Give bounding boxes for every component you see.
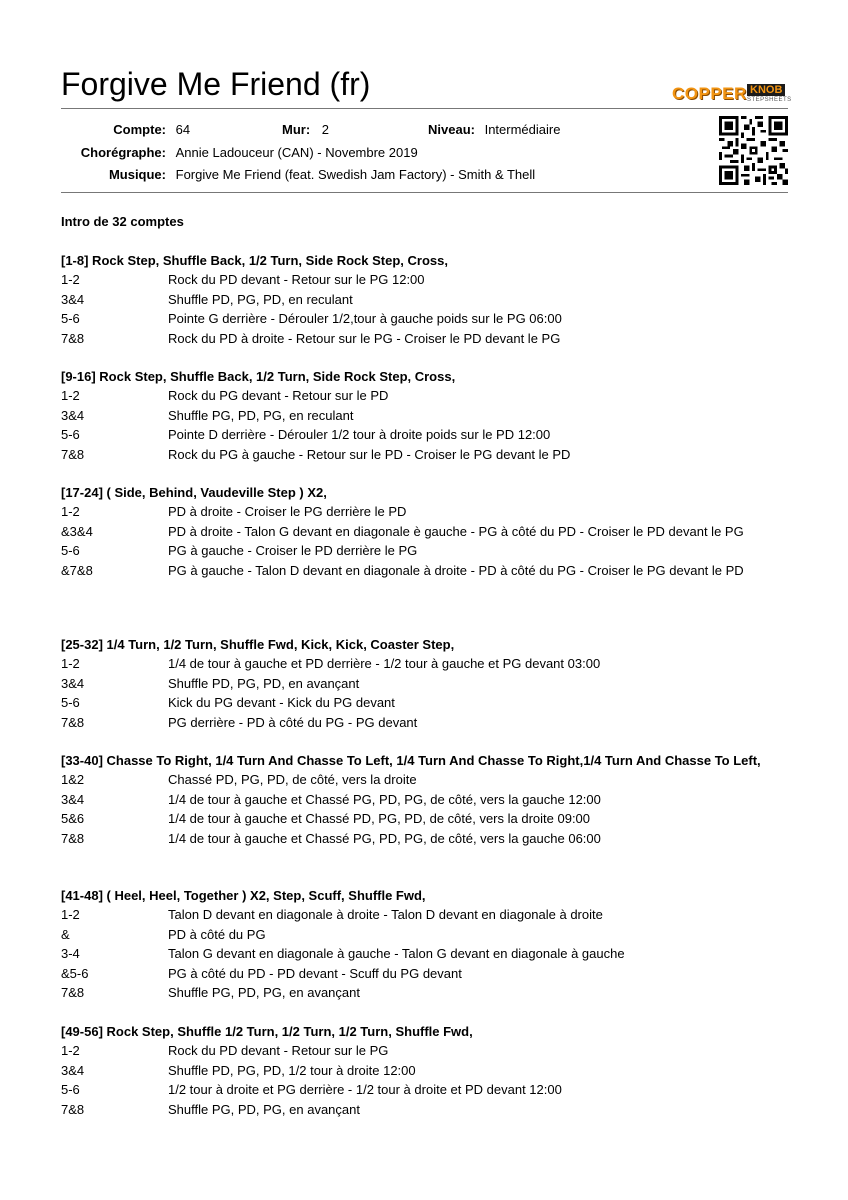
section-title: [1-8] Rock Step, Shuffle Back, 1/2 Turn, Side Rock Step, Cross, xyxy=(61,253,448,268)
section-title: [17-24] ( Side, Behind, Vaudeville Step ) X2, xyxy=(61,485,327,500)
step-description: PD à droite - Croiser le PG derrière le PD xyxy=(168,504,407,519)
step-description: 1/4 de tour à gauche et Chassé PG, PD, PG, de côté, vers la gauche 12:00 xyxy=(168,791,601,807)
step-description: PG à côté du PD - PD devant - Scuff du PG devant xyxy=(168,965,462,981)
info-niveau xyxy=(428,122,560,138)
step-row xyxy=(61,502,788,522)
mur-label: Mur: xyxy=(282,122,311,137)
step-count: 3&4 xyxy=(61,675,85,691)
step-row xyxy=(61,790,788,810)
step-count: 7&8 xyxy=(61,446,85,462)
step-row xyxy=(61,406,788,426)
step-row xyxy=(61,674,788,694)
logo-copper-text: COPPER xyxy=(672,84,747,103)
step-description: Rock du PD devant - Retour sur le PG 12:00 xyxy=(168,272,425,287)
section-title: [41-48] ( Heel, Heel, Together ) X2, Step, Scuff, Shuffle Fwd, xyxy=(61,888,426,903)
header-divider xyxy=(61,108,788,109)
step-description: PG à gauche - Talon D devant en diagonale à droite - PD à côté du PG - Croiser le PG devant le PD xyxy=(168,562,744,578)
step-count: 1-2 xyxy=(61,504,80,519)
step-count: 1-2 xyxy=(61,656,80,671)
step-row xyxy=(61,290,788,310)
step-count: 1-2 xyxy=(61,1043,80,1058)
step-row xyxy=(61,1100,788,1120)
section-9-16 xyxy=(61,367,788,464)
info-compte xyxy=(61,122,190,138)
section-title: [49-56] Rock Step, Shuffle 1/2 Turn, 1/2 Turn, 1/2 Turn, Shuffle Fwd, xyxy=(61,1024,473,1039)
musique-label: Musique: xyxy=(108,167,166,182)
step-description: PG à gauche - Croiser le PD derrière le PG xyxy=(168,543,418,558)
step-row xyxy=(61,1080,788,1100)
step-description: Shuffle PD, PG, PD, en avançant xyxy=(168,675,360,691)
copperknob-logo xyxy=(672,84,790,104)
step-row xyxy=(61,713,788,733)
step-description: 1/4 de tour à gauche et Chassé PD, PG, PD, de côté, vers la droite 09:00 xyxy=(168,811,591,826)
intro-text: Intro de 32 comptes xyxy=(61,214,184,229)
section-title: [33-40] Chasse To Right, 1/4 Turn And Chasse To Left, 1/4 Turn And Chasse To Right,1/4 Turn And Chasse To Left, xyxy=(61,753,761,768)
step-description: 1/4 de tour à gauche et Chassé PG, PD, PG, de côté, vers la gauche 06:00 xyxy=(168,830,601,846)
step-description: Shuffle PD, PG, PD, en reculant xyxy=(168,291,353,307)
step-count: 7&8 xyxy=(61,330,85,346)
step-row xyxy=(61,829,788,849)
step-description: Talon G devant en diagonale à gauche - Talon G devant en diagonale à gauche xyxy=(168,946,625,961)
section-25-32 xyxy=(61,635,788,732)
step-description: Shuffle PG, PD, PG, en avançant xyxy=(168,985,360,1000)
section-title: [9-16] Rock Step, Shuffle Back, 1/2 Turn, Side Rock Step, Cross, xyxy=(61,369,456,384)
step-count: 1&2 xyxy=(61,772,85,787)
step-description: Shuffle PD, PG, PD, 1/2 tour à droite 12:00 xyxy=(168,1062,416,1078)
step-count: 1-2 xyxy=(61,388,80,403)
step-description: Chassé PD, PG, PD, de côté, vers la droite xyxy=(168,772,417,787)
step-count: 3-4 xyxy=(61,946,80,961)
section-49-56 xyxy=(61,1022,788,1119)
step-description: Rock du PD devant - Retour sur le PG xyxy=(168,1043,389,1058)
info-choregraphe xyxy=(61,145,418,161)
section-41-48 xyxy=(61,886,788,1003)
step-count: 1-2 xyxy=(61,272,80,287)
step-description: 1/4 de tour à gauche et PD derrière - 1/2 tour à gauche et PG devant 03:00 xyxy=(168,656,601,671)
step-count: &5-6 xyxy=(61,965,89,981)
step-row xyxy=(61,809,788,829)
section-1-8 xyxy=(61,251,788,348)
step-row xyxy=(61,964,788,984)
step-description: Pointe D derrière - Dérouler 1/2 tour à droite poids sur le PD 12:00 xyxy=(168,427,551,442)
step-count: 3&4 xyxy=(61,407,85,423)
step-row xyxy=(61,654,788,674)
step-count: 5-6 xyxy=(61,427,80,442)
step-count: 1-2 xyxy=(61,907,80,922)
step-count: 5-6 xyxy=(61,695,80,710)
step-count: 5-6 xyxy=(61,311,80,326)
mur-value: 2 xyxy=(321,122,330,137)
step-row xyxy=(61,905,788,925)
page-title: Forgive Me Friend (fr) xyxy=(61,66,371,102)
step-count: 5&6 xyxy=(61,811,85,826)
step-row xyxy=(61,425,788,445)
step-description: Talon D devant en diagonale à droite - Talon D devant en diagonale à droite xyxy=(168,907,603,922)
step-row xyxy=(61,925,788,945)
step-count: 5-6 xyxy=(61,1082,80,1097)
step-row xyxy=(61,309,788,329)
section-33-40 xyxy=(61,751,788,848)
musique-value: Forgive Me Friend (feat. Swedish Jam Factory) - Smith & Thell xyxy=(175,167,536,182)
step-description: PD à droite - Talon G devant en diagonale è gauche - PG à côté du PD - Croiser le PD devant le PG xyxy=(168,523,744,539)
step-row xyxy=(61,270,788,290)
step-row xyxy=(61,386,788,406)
step-row xyxy=(61,944,788,964)
compte-value: 64 xyxy=(175,122,191,137)
step-count: 3&4 xyxy=(61,1062,85,1078)
step-count: &3&4 xyxy=(61,523,93,539)
info-divider xyxy=(61,192,788,193)
step-row xyxy=(61,561,788,581)
niveau-value: Intermédiaire xyxy=(484,122,561,137)
step-description: Pointe G derrière - Dérouler 1/2,tour à gauche poids sur le PG 06:00 xyxy=(168,311,562,326)
step-count: 7&8 xyxy=(61,985,85,1000)
step-row xyxy=(61,770,788,790)
step-count: 3&4 xyxy=(61,791,85,807)
info-musique xyxy=(61,167,535,183)
step-description: PG derrière - PD à côté du PG - PG devant xyxy=(168,714,418,730)
section-title: [25-32] 1/4 Turn, 1/2 Turn, Shuffle Fwd, Kick, Kick, Coaster Step, xyxy=(61,637,455,652)
step-row xyxy=(61,1041,788,1061)
step-row xyxy=(61,522,788,542)
step-row xyxy=(61,983,788,1003)
choregraphe-value: Annie Ladouceur (CAN) - Novembre 2019 xyxy=(175,145,418,160)
step-description: Shuffle PG, PD, PG, en reculant xyxy=(168,407,354,423)
step-row xyxy=(61,693,788,713)
section-17-24 xyxy=(61,483,788,580)
step-count: 7&8 xyxy=(61,1101,85,1117)
step-row xyxy=(61,1061,788,1081)
choregraphe-label: Chorégraphe: xyxy=(80,145,166,160)
step-count: 7&8 xyxy=(61,714,85,730)
compte-label: Compte: xyxy=(113,122,166,137)
step-description: Rock du PG devant - Retour sur le PD xyxy=(168,388,389,403)
step-count: & xyxy=(61,926,70,942)
step-count: 5-6 xyxy=(61,543,80,558)
step-description: PD à côté du PG xyxy=(168,926,266,942)
logo-knob-text: KNOB xyxy=(747,84,785,96)
niveau-label: Niveau: xyxy=(428,122,475,137)
step-count: 3&4 xyxy=(61,291,85,307)
step-description: Shuffle PG, PD, PG, en avançant xyxy=(168,1101,360,1117)
step-row xyxy=(61,329,788,349)
step-row xyxy=(61,541,788,561)
info-mur xyxy=(282,122,329,138)
step-count: &7&8 xyxy=(61,562,93,578)
step-description: 1/2 tour à droite et PG derrière - 1/2 tour à droite et PD devant 12:00 xyxy=(168,1082,562,1097)
qr-code-icon xyxy=(719,116,788,185)
step-count: 7&8 xyxy=(61,830,85,846)
step-description: Rock du PG à gauche - Retour sur le PD - Croiser le PG devant le PD xyxy=(168,446,571,462)
step-description: Rock du PD à droite - Retour sur le PG - Croiser le PD devant le PG xyxy=(168,330,561,346)
step-row xyxy=(61,445,788,465)
step-description: Kick du PG devant - Kick du PG devant xyxy=(168,695,395,710)
logo-stepsheets-text: STEPSHEETS xyxy=(747,97,792,103)
